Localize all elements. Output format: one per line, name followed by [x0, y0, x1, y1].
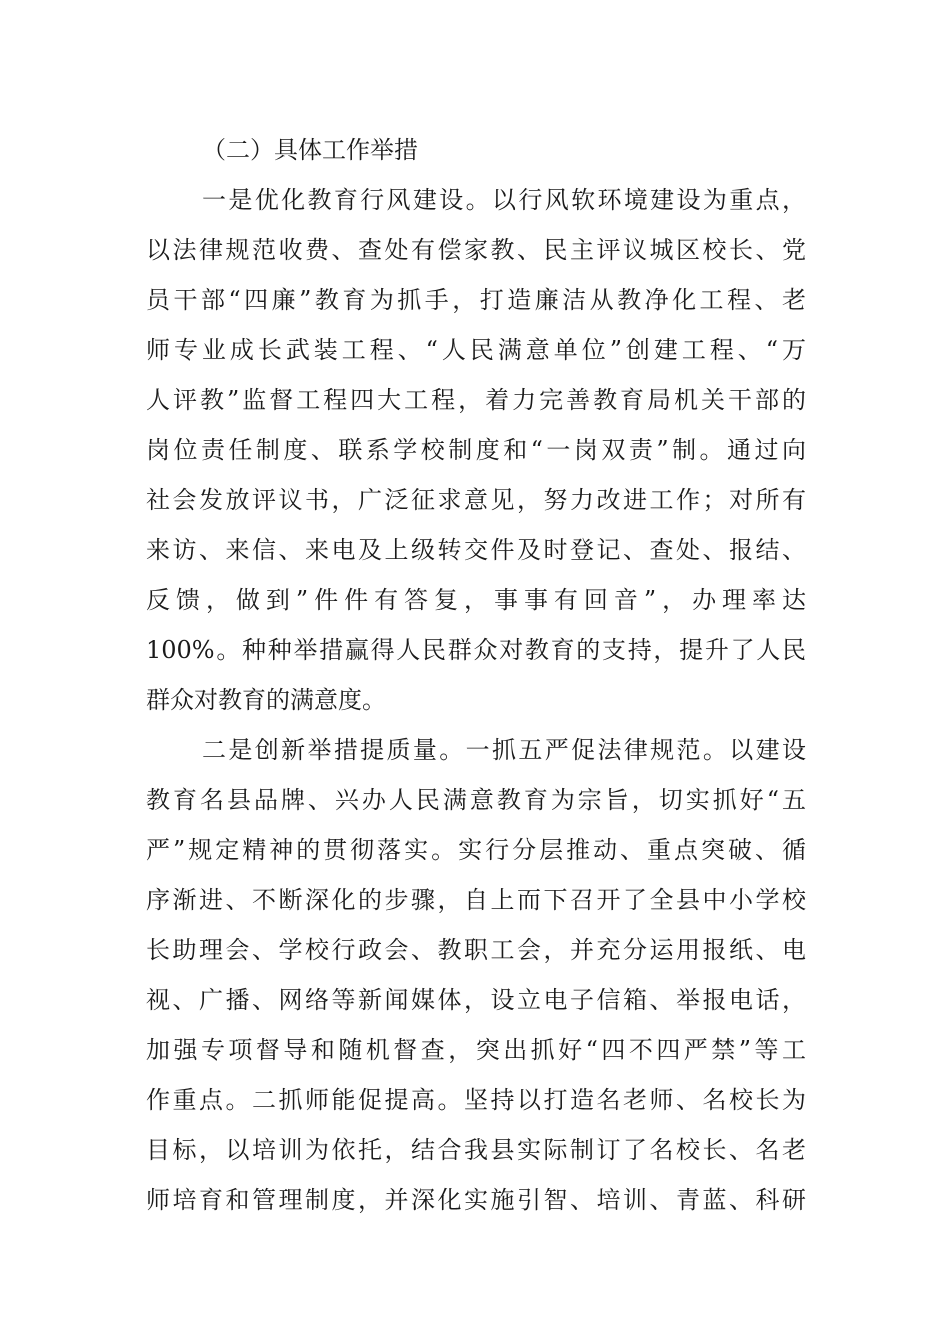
paragraph-2-line: [146, 925, 806, 975]
paragraph-2-line: [146, 1175, 806, 1225]
paragraph-line-text: 师培育和管理制度，并深化实施引智、培训、青蓝、科研: [146, 1186, 806, 1214]
paragraph-2-line: [146, 825, 806, 875]
paragraph-line-text: 以法律规范收费、查处有偿家教、民主评议城区校长、党: [146, 236, 806, 264]
paragraph-line-text: 教育名县品牌、兴办人民满意教育为宗旨，切实抓好“五: [146, 786, 806, 814]
paragraph-1-line: [146, 375, 806, 425]
paragraph-1-line: [146, 675, 806, 725]
paragraph-2-line: [146, 875, 806, 925]
paragraph-line-text: 人评教”监督工程四大工程，着力完善教育局机关干部的: [146, 386, 806, 414]
paragraph-line-text: 社会发放评议书，广泛征求意见，努力改进工作；对所有: [146, 486, 806, 514]
paragraph-line-text: 岗位责任制度、联系学校制度和“一岗双责”制。通过向: [146, 436, 806, 464]
paragraph-line-text: 目标，以培训为依托，结合我县实际制订了名校长、名老: [146, 1136, 806, 1164]
paragraph-2-line: [146, 725, 806, 775]
paragraph-line-text: 师专业成长武装工程、“人民满意单位”创建工程、“万: [146, 336, 806, 364]
paragraph-1-line: [146, 625, 806, 675]
paragraph-line-text: 100%。种种举措赢得人民群众对教育的支持，提升了人民: [146, 636, 806, 664]
paragraph-1-line: [146, 575, 806, 625]
paragraph-line-text: 作重点。二抓师能促提高。坚持以打造名老师、名校长为: [146, 1086, 806, 1114]
section-heading-text: （二）具体工作举措: [202, 136, 418, 164]
paragraph-line-text: 来访、来信、来电及上级转交件及时登记、查处、报结、: [146, 536, 806, 564]
paragraph-line-text: 加强专项督导和随机督查，突出抓好“四不四严禁”等工: [146, 1036, 806, 1064]
paragraph-line-text: 群众对教育的满意度。: [146, 686, 386, 714]
paragraph-2-line: [146, 1025, 806, 1075]
paragraph-line-text: 序渐进、不断深化的步骤，自上而下召开了全县中小学校: [146, 886, 806, 914]
paragraph-2-line: [146, 1075, 806, 1125]
paragraph-line-text: 二是创新举措提质量。一抓五严促法律规范。以建设: [202, 736, 806, 764]
paragraph-2-line: [146, 975, 806, 1025]
paragraph-line-text: 员干部“四廉”教育为抓手，打造廉洁从教净化工程、老: [146, 286, 806, 314]
paragraph-1-line: [146, 225, 806, 275]
paragraph-1-line: [146, 425, 806, 475]
paragraph-1-line: [146, 275, 806, 325]
document-body: [146, 125, 806, 1225]
paragraph-1-line: [146, 475, 806, 525]
paragraph-1-line: [146, 175, 806, 225]
paragraph-1-line: [146, 325, 806, 375]
paragraph-line-text: 一是优化教育行风建设。以行风软环境建设为重点，: [202, 186, 806, 214]
paragraph-line-text: 长助理会、学校行政会、教职工会，并充分运用报纸、电: [146, 936, 806, 964]
section-heading: [146, 125, 806, 175]
paragraph-line-text: 严”规定精神的贯彻落实。实行分层推动、重点突破、循: [146, 836, 806, 864]
paragraph-line-text: 视、广播、网络等新闻媒体，设立电子信箱、举报电话，: [146, 986, 806, 1014]
paragraph-line-text: 反馈，做到”件件有答复，事事有回音”，办理率达: [146, 586, 806, 614]
paragraph-1-line: [146, 525, 806, 575]
paragraph-2-line: [146, 775, 806, 825]
paragraph-2-line: [146, 1125, 806, 1175]
